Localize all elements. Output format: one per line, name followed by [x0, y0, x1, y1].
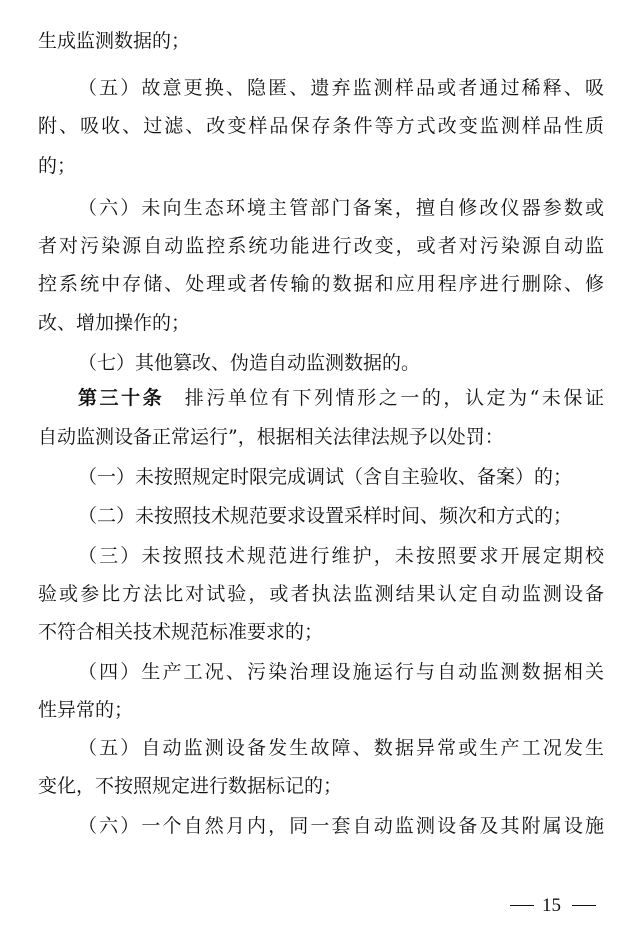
text-line: （六）未向生态环境主管部门备案，擅自修改仪器参数或 [78, 197, 604, 219]
text-line: （七）其他篡改、伪造自动监测数据的。 [78, 352, 421, 374]
article-text: 排污单位有下列情形之一的，认定为“未保证 [182, 387, 604, 409]
text-line: （一）未按照规定时限完成调试（含自主验收、备案）的； [78, 466, 573, 488]
article-heading: 第三十条 [78, 387, 165, 409]
text-line: （五）故意更换、隐匿、遗弃监测样品或者通过稀释、吸 [78, 77, 604, 99]
text-line: （三）未按照技术规范进行维护，未按照要求开展定期校 [78, 545, 604, 567]
article-heading-line [38, 385, 604, 411]
text-line: （二）未按照技术规范要求设置采样时间、频次和方式的； [78, 505, 573, 527]
text-line: 附、吸收、过滤、改变样品保存条件等方式改变监测样品性质 [38, 115, 604, 137]
text-line: 者对污染源自动监控系统功能进行改变，或者对污染源自动监 [38, 235, 604, 257]
page-number: 15 [542, 895, 561, 916]
text-line: 的； [38, 155, 77, 177]
footer-dash-left [510, 905, 534, 906]
text-line: 自动监测设备正常运行”，根据相关法律法规予以处罚： [38, 426, 504, 448]
text-line: 验或参比方法比对试验，或者执法监测结果认定自动监测设备 [38, 583, 604, 605]
text-line: （六）一个自然月内，同一套自动监测设备及其附属设施 [78, 815, 604, 837]
footer-dash-right [572, 905, 596, 906]
text-line: （四）生产工况、污染治理设施运行与自动监测数据相关 [78, 661, 604, 683]
text-line: 控系统中存储、处理或者传输的数据和应用程序进行删除、修 [38, 273, 604, 295]
text-line: 性异常的； [38, 699, 134, 721]
text-line: 变化，不按照规定进行数据标记的； [38, 775, 343, 797]
page-footer [480, 893, 620, 919]
text-line: 不符合相关技术规范标准要求的； [38, 621, 324, 643]
text-line: 生成监测数据的； [38, 30, 191, 52]
text-line: 改、增加操作的； [38, 312, 191, 334]
text-line: （五）自动监测设备发生故障、数据异常或生产工况发生 [78, 737, 604, 759]
